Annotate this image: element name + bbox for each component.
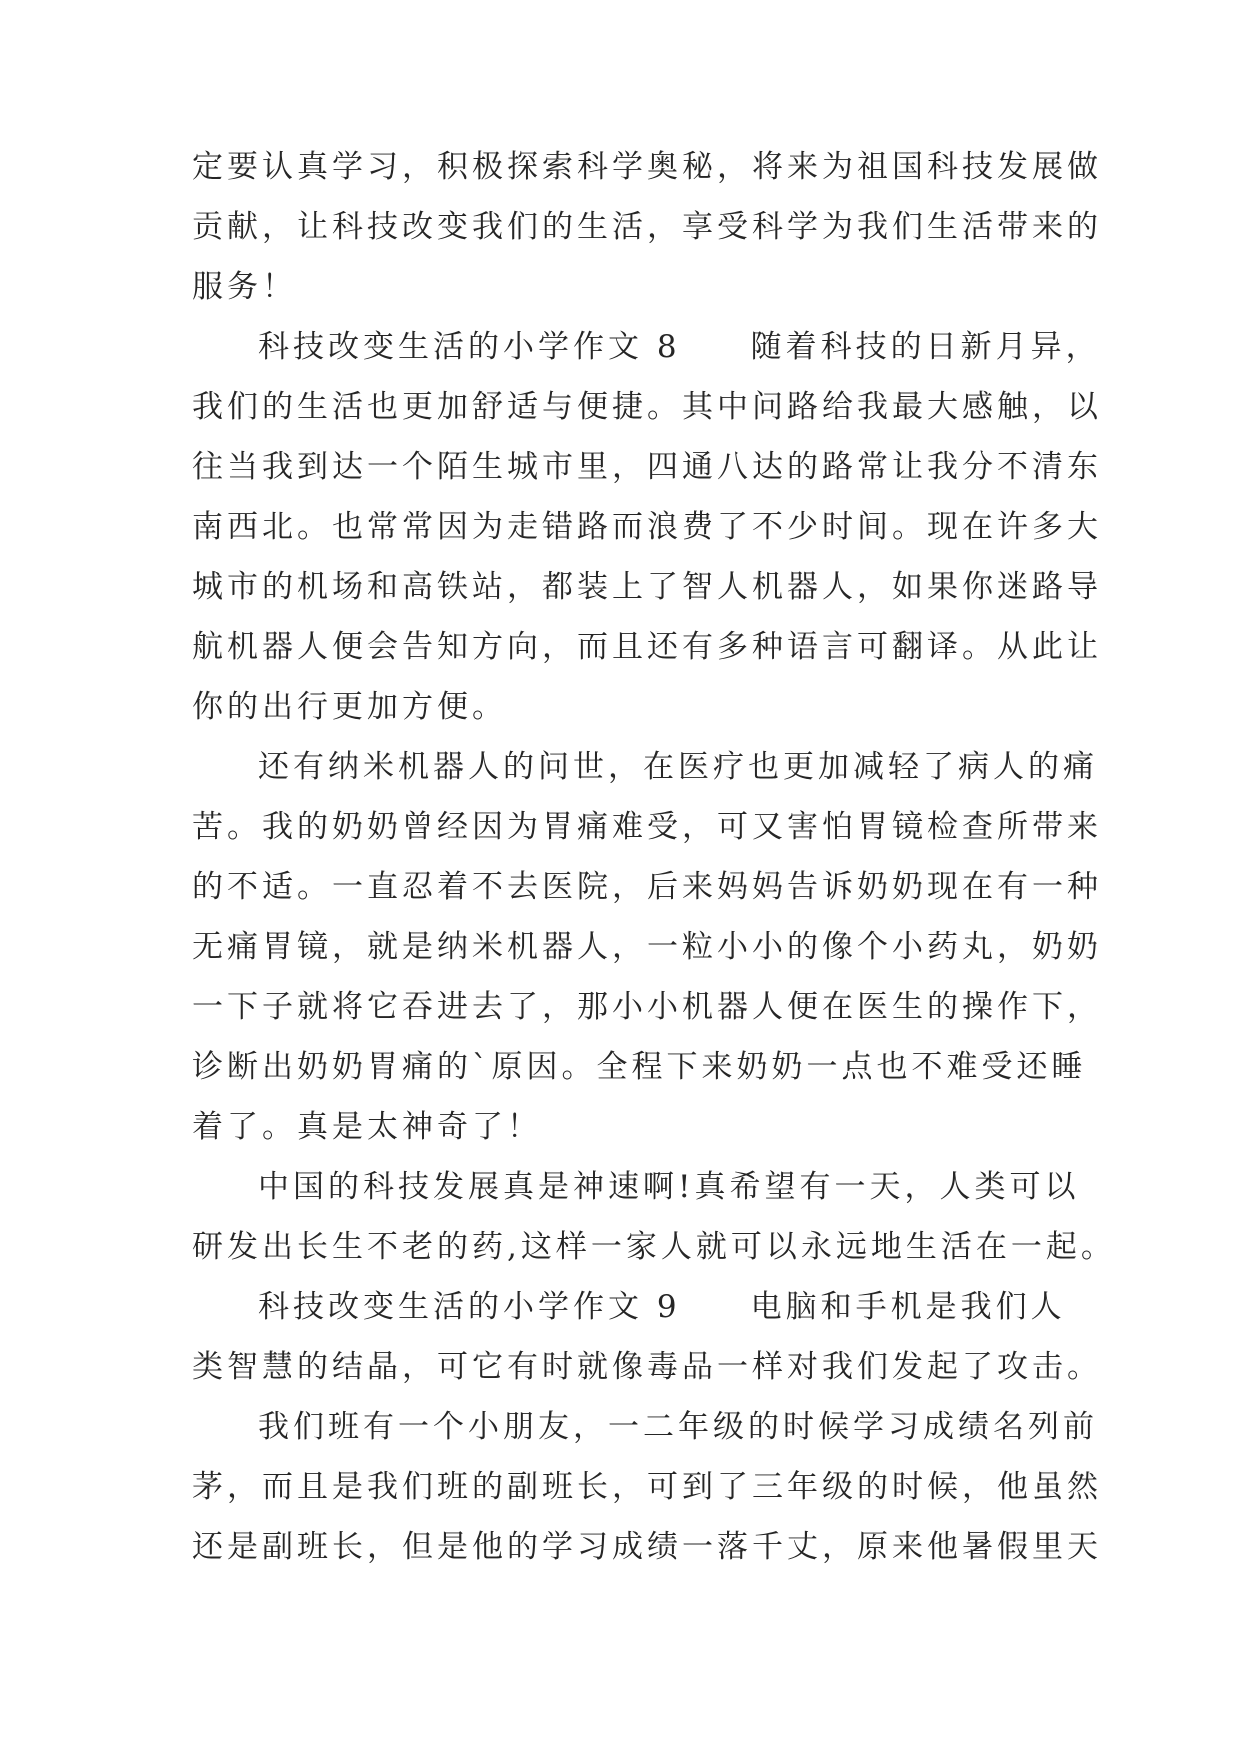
text-line: 我们的生活也更加舒适与便捷。其中问路给我最大感触，以 <box>192 389 1102 425</box>
text-line: 研发出长生不老的药,这样一家人就可以永远地生活在一起。 <box>192 1229 1116 1265</box>
text-line: 类智慧的结晶，可它有时就像毒品一样对我们发起了攻击。 <box>192 1349 1102 1385</box>
text-line: 南西北。也常常因为走错路而浪费了不少时间。现在许多大 <box>192 509 1102 545</box>
text-line: 还是副班长，但是他的学习成绩一落千丈，原来他暑假里天 <box>192 1529 1102 1565</box>
text-line: 航机器人便会告知方向，而且还有多种语言可翻译。从此让 <box>192 629 1102 665</box>
text-line: 往当我到达一个陌生城市里，四通八达的路常让我分不清东 <box>192 449 1102 485</box>
essay-heading-line: 科技改变生活的小学作文 8 随着科技的日新月异， <box>258 329 1101 365</box>
text-line: 还有纳米机器人的问世，在医疗也更加减轻了病人的痛 <box>258 749 1098 785</box>
text-line: 苦。我的奶奶曾经因为胃痛难受，可又害怕胃镜检查所带来 <box>192 809 1102 845</box>
text-line: 一下子就将它吞进去了，那小小机器人便在医生的操作下， <box>192 989 1102 1025</box>
text-line: 的不适。一直忍着不去医院，后来妈妈告诉奶奶现在有一种 <box>192 869 1102 905</box>
essay-heading-line: 科技改变生活的小学作文 9 电脑和手机是我们人 <box>258 1289 1066 1325</box>
text-line: 茅，而且是我们班的副班长，可到了三年级的时候，他虽然 <box>192 1469 1102 1505</box>
text-line: 我们班有一个小朋友，一二年级的时候学习成绩名列前 <box>258 1409 1098 1445</box>
text-line: 服务！ <box>192 269 297 305</box>
text-line: 定要认真学习，积极探索科学奥秘，将来为祖国科技发展做 <box>192 149 1102 185</box>
text-line: 无痛胃镜，就是纳米机器人，一粒小小的像个小药丸，奶奶 <box>192 929 1102 965</box>
text-line: 你的出行更加方便。 <box>192 689 507 725</box>
text-line: 贡献，让科技改变我们的生活，享受科学为我们生活带来的 <box>192 209 1102 245</box>
text-line: 城市的机场和高铁站，都装上了智人机器人，如果你迷路导 <box>192 569 1102 605</box>
text-line: 着了。真是太神奇了！ <box>192 1109 542 1145</box>
text-line: 诊断出奶奶胃痛的`原因。全程下来奶奶一点也不难受还睡 <box>192 1049 1087 1085</box>
text-line: 中国的科技发展真是神速啊!真希望有一天，人类可以 <box>258 1169 1080 1205</box>
